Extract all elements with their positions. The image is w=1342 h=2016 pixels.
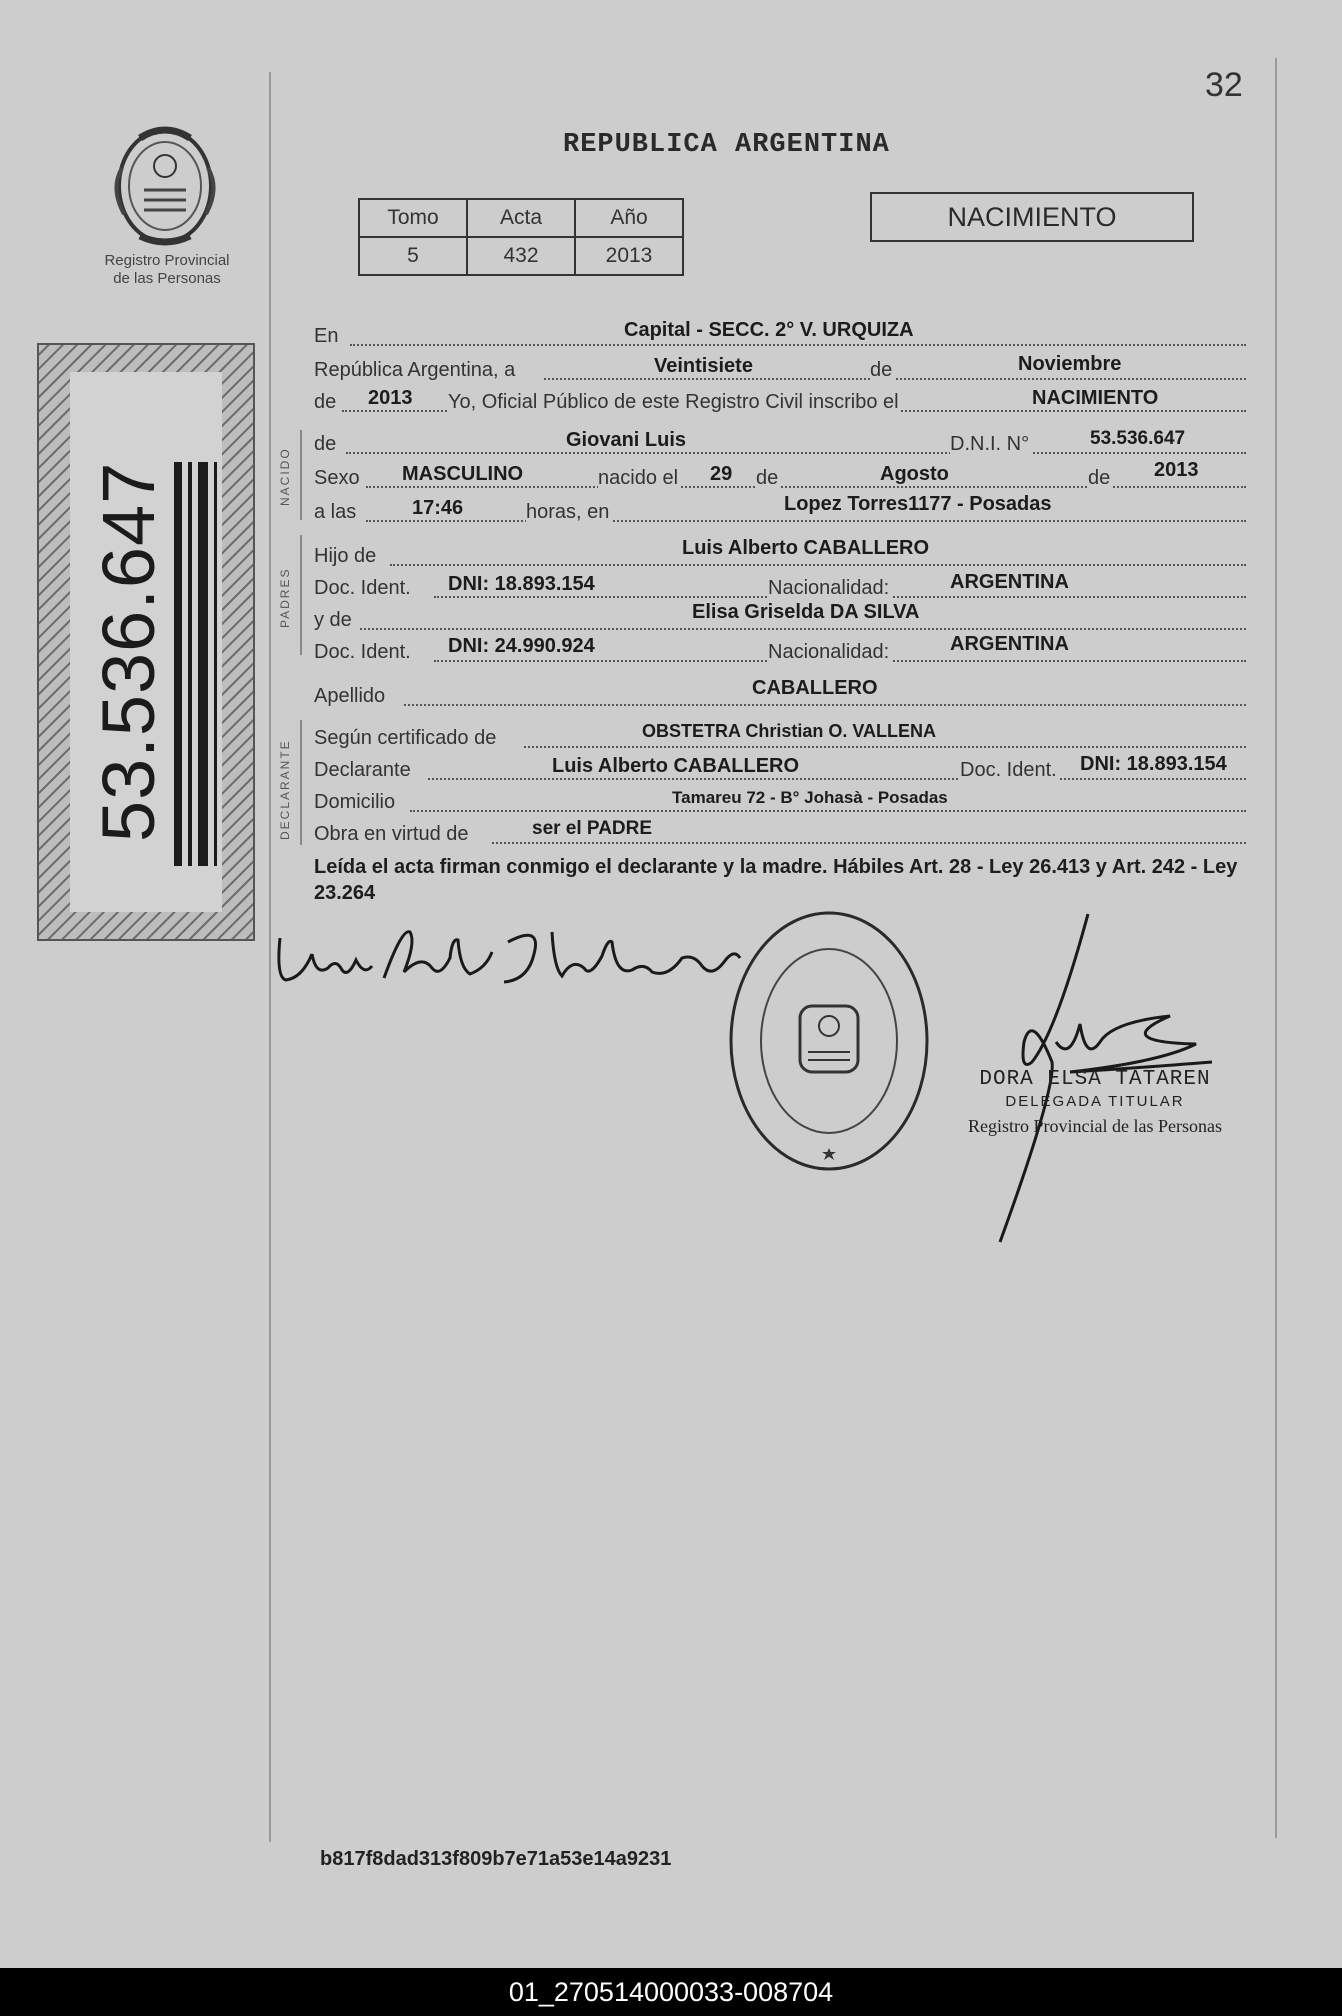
section-nacido: NACIDO: [278, 447, 292, 506]
declarante-label: Declarante: [314, 759, 411, 781]
a-las-label: a las: [314, 501, 357, 523]
dni-label: D.N.I. N°: [950, 433, 1030, 455]
birth-time: 17:46: [412, 497, 464, 519]
ref-header-tomo: Tomo: [359, 199, 467, 237]
row-hora: [314, 493, 1248, 526]
row-name: [314, 428, 1248, 458]
horas-label: horas, en: [526, 501, 610, 523]
document-title: REPUBLICA ARGENTINA: [563, 130, 890, 160]
registry-day: Veintisiete: [654, 355, 753, 377]
left-margin-line: [269, 72, 271, 1842]
nacido-bracket: [300, 430, 302, 520]
apellido-label: Apellido: [314, 685, 386, 707]
row-oficial: [314, 386, 1248, 416]
row-declarante: [314, 754, 1248, 784]
de-label-2: de: [314, 391, 337, 413]
official-name: DORA ELSA TATAREN: [979, 1068, 1211, 1091]
y-de-label: y de: [314, 609, 352, 631]
mother-doc-label: Doc. Ident.: [314, 641, 411, 663]
row-obra: [314, 818, 1248, 848]
declarant-name: Luis Alberto CABALLERO: [552, 755, 800, 777]
record-inscribed: NACIMIENTO: [1032, 387, 1159, 409]
de-label-5: de: [1088, 467, 1111, 489]
ref-value-tomo: 5: [359, 237, 467, 275]
father-nationality: ARGENTINA: [950, 571, 1069, 593]
row-mother: [314, 601, 1248, 634]
father-name: Luis Alberto CABALLERO: [682, 537, 930, 559]
hijo-label: Hijo de: [314, 545, 377, 567]
child-sex: MASCULINO: [402, 463, 524, 485]
official-registry: Registro Provincial de las Personas: [968, 1116, 1222, 1136]
mother-nationality: ARGENTINA: [950, 633, 1069, 655]
birth-month: Agosto: [880, 463, 949, 485]
closing-statement: Leída el acta firman conmigo el declarante y la madre. Hábiles Art. 28 - Ley 26.413 y Art. 242 - Ley 23.264: [314, 856, 1238, 904]
declarant-address: Tamareu 72 - B° Johasà - Posadas: [672, 788, 948, 807]
de-label-4: de: [756, 467, 779, 489]
sexo-label: Sexo: [314, 467, 360, 489]
document-hash: b817f8dad313f809b7e71a53e14a9231: [320, 1848, 672, 1870]
registry-month: Noviembre: [1018, 353, 1122, 375]
father-doc: DNI: 18.893.154: [448, 573, 595, 595]
dni-side-number: 53.536.647: [87, 461, 170, 842]
republica-label: República Argentina, a: [314, 359, 516, 381]
mother-name: Elisa Griselda DA SILVA: [692, 601, 920, 623]
de-label: de: [870, 359, 893, 381]
child-dni: 53.536.647: [1090, 428, 1186, 449]
section-declarante: DECLARANTE: [278, 739, 292, 840]
ref-header-acta: Acta: [467, 199, 575, 237]
declarante-bracket: [300, 720, 302, 845]
place-of-registry: Capital - SECC. 2° V. URQUIZA: [624, 319, 914, 341]
certificate-issuer: OBSTETRA Christian O. VALLENA: [642, 721, 937, 741]
row-certificado: [314, 722, 1248, 752]
row-sexo: [314, 459, 1248, 492]
row-apellido: [314, 677, 1248, 710]
row-father: [314, 537, 1248, 570]
section-padres: PADRES: [278, 567, 292, 628]
mother-doc: DNI: 24.990.924: [448, 635, 595, 657]
padres-bracket: [300, 535, 302, 655]
father-nationality-label: Nacionalidad:: [768, 577, 890, 599]
row-mother-doc: [314, 633, 1248, 666]
registry-seal-icon: [100, 118, 230, 253]
nacido-label: nacido el: [598, 467, 679, 489]
declarant-doc-label: Doc. Ident.: [960, 759, 1057, 781]
domicilio-label: Domicilio: [314, 791, 396, 813]
registry-name: Registro Provincial de las Personas: [104, 252, 230, 287]
surname: CABALLERO: [752, 677, 878, 699]
row-republica: [314, 354, 1248, 384]
declarant-doc: DNI: 18.893.154: [1080, 753, 1227, 775]
obra-label: Obra en virtud de: [314, 823, 469, 845]
ref-value-ano: 2013: [575, 237, 683, 275]
reference-table: [358, 198, 684, 276]
ref-header-ano: Año: [575, 199, 683, 237]
birth-year: 2013: [1154, 459, 1199, 481]
oficial-text: Yo, Oficial Público de este Registro Civil inscribo el: [448, 391, 899, 413]
footer-id: 01_270514000033-008704: [0, 1968, 1342, 2016]
en-label: En: [314, 325, 339, 347]
certificado-label: Según certificado de: [314, 727, 497, 749]
dni-side-tag: [36, 342, 256, 942]
official-block: [945, 1068, 1245, 1137]
declarant-signature: [272, 918, 752, 1003]
father-doc-label: Doc. Ident.: [314, 577, 411, 599]
record-type-box: NACIMIENTO: [870, 192, 1194, 242]
child-name: Giovani Luis: [566, 429, 687, 451]
de-label-3: de: [314, 433, 337, 455]
declarant-role: ser el PADRE: [532, 818, 653, 839]
official-role: DELEGADA TITULAR: [1005, 1093, 1185, 1110]
right-margin-line: [1275, 58, 1277, 1838]
mother-nationality-label: Nacionalidad:: [768, 641, 890, 663]
row-domicilio: [314, 786, 1248, 816]
page-number: 32: [1205, 66, 1243, 104]
delegation-stamp-icon: [724, 906, 934, 1181]
ref-value-acta: 432: [467, 237, 575, 275]
birth-day: 29: [710, 463, 733, 485]
registry-year: 2013: [368, 387, 413, 409]
row-father-doc: [314, 572, 1248, 602]
birth-place: Lopez Torres1177 - Posadas: [784, 493, 1052, 515]
row-en: [314, 320, 1248, 350]
